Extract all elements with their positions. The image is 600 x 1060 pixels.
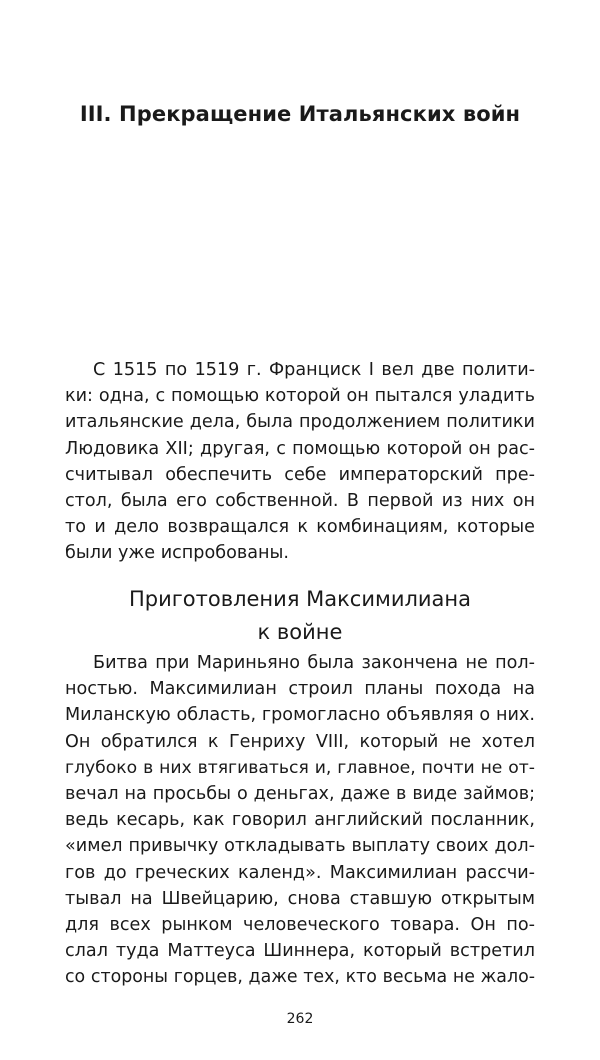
intro-line: Людовика XII; другая, с помощью которой он рас- <box>65 438 535 459</box>
body-line: ностью. Максимилиан строил планы похода на <box>65 679 535 700</box>
body-line: со стороны горцев, даже тех, кто весьма не жало- <box>65 967 535 988</box>
body-line: вечал на просьбы о деньгах, даже в виде займов; <box>65 783 535 804</box>
body-line: Битва при Мариньяно была закончена не пол- <box>93 653 535 673</box>
intro-line: считывал обеспечить себе императорский пре- <box>65 464 535 485</box>
body-line: Миланскую область, громогласно объявляя о них. <box>65 705 535 726</box>
section-heading-line: Приготовления Максимилиана <box>128 587 472 611</box>
intro-line: стол, была его собственной. В первой из них он <box>65 490 535 511</box>
body-line: Он обратился к Генриху VIII, который не хотел <box>65 731 535 752</box>
intro-line: С 1515 по 1519 г. Франциск I вел две полити- <box>93 360 535 380</box>
body-line: гов до греческих календ». Максимилиан рассчи- <box>65 862 535 883</box>
intro-line: ки: одна, с помощью которой он пытался уладить <box>65 386 535 407</box>
intro-line: то и дело возвращался к комбинациям, которые <box>65 517 535 538</box>
body-line: для всех рынком человеческого товара. Он по- <box>65 914 535 935</box>
section-heading-line: к войне <box>257 620 343 644</box>
intro-paragraph <box>65 357 535 567</box>
body-line: ведь кесарь, как говорил английский посланник, <box>65 810 535 831</box>
body-paragraph <box>65 650 535 990</box>
intro-line: итальянские дела, была продолжением политики <box>65 412 535 433</box>
intro-line: были уже испробованы. <box>65 543 289 564</box>
body-line: слал туда Маттеуса Шиннера, который встретил <box>65 941 535 962</box>
body-line: «имел привычку откладывать выплату своих дол- <box>65 836 535 857</box>
body-line: глубоко в них втягиваться и, главное, почти не от- <box>65 757 535 778</box>
page-number: 262 <box>286 1011 314 1027</box>
chapter-title: III. Прекращение Итальянских войн <box>79 102 521 126</box>
section-heading <box>65 583 535 649</box>
body-line: тывал на Швейцарию, снова ставшую открытым <box>65 888 535 909</box>
